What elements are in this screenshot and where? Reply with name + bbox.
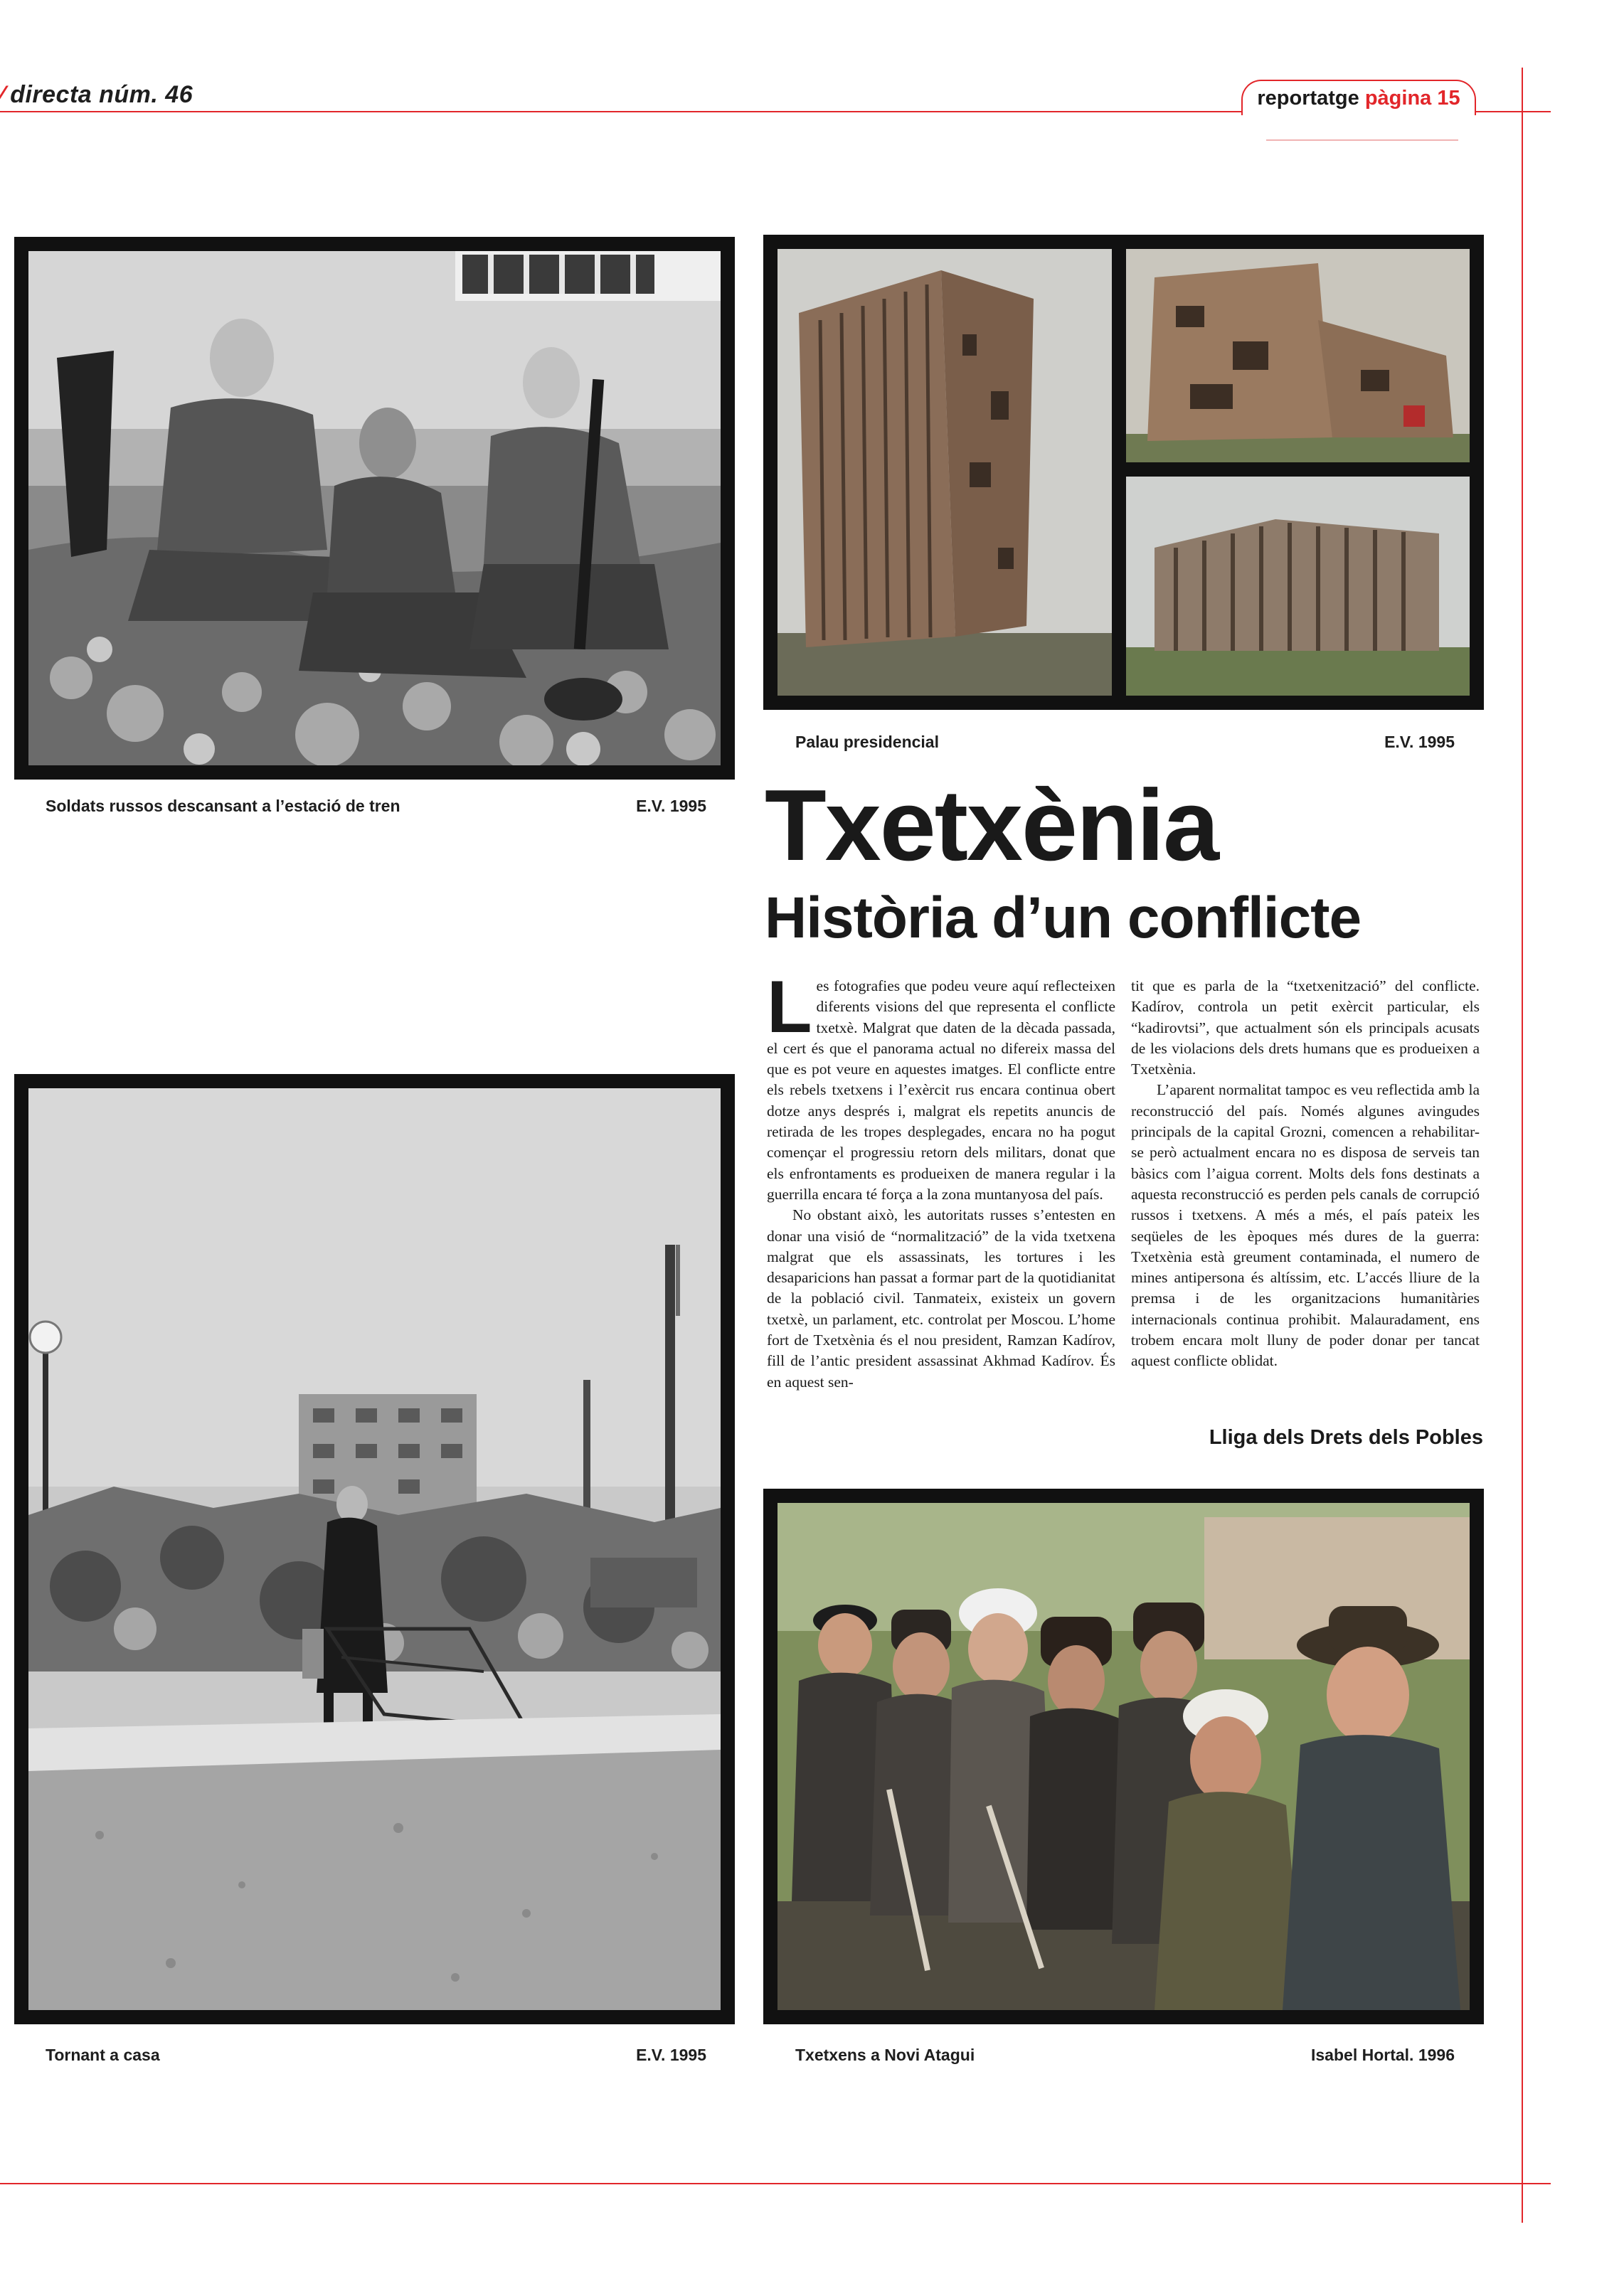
article-title: Txetxènia bbox=[765, 769, 1219, 882]
page-number: pàgina 15 bbox=[1364, 87, 1460, 110]
article-column-2 bbox=[1131, 976, 1480, 1372]
publication-issue bbox=[0, 81, 193, 109]
credit-soldiers: E.V. 1995 bbox=[636, 797, 706, 815]
caption-palace: Palau presidencial bbox=[795, 733, 939, 751]
paragraph-normalization: No obstant això, les autoritats russes s’entesten en donar una visió de “normalització” de la vida txetxena malgrat que els assassinats, les tortures i les desaparicions han passat a formar part de la quotidianitat de la població civil. Tanmateix, existeix un govern txetxè, un parlament, etc. controlat per Moscou. L’home fort de Txetxènia és el nou president, Ramzan Kadírov, fill de l’antic president assassinat Akhmad Kadírov. És en aquest sen- bbox=[767, 1206, 1115, 1391]
photo-palace bbox=[763, 235, 1484, 710]
article-column-1 bbox=[767, 966, 1115, 1393]
section-label: reportatge bbox=[1257, 87, 1359, 110]
photo-elders bbox=[763, 1489, 1484, 2024]
returning-image bbox=[28, 1088, 721, 2010]
publication-label: directa núm. 46 bbox=[10, 81, 193, 108]
paragraph-intro bbox=[767, 966, 1115, 1205]
caption-soldiers: Soldats russos descansant a l’estació de tren bbox=[46, 797, 400, 815]
article-author: Lliga dels Drets dels Pobles bbox=[1209, 1426, 1483, 1449]
slash-mark-icon: ⁄ bbox=[0, 81, 5, 108]
credit-returning: E.V. 1995 bbox=[636, 2046, 706, 2064]
palace-image bbox=[777, 249, 1470, 696]
margin-rule bbox=[1522, 68, 1523, 2223]
photo-soldiers bbox=[14, 237, 735, 780]
caption-returning: Tornant a casa bbox=[46, 2046, 160, 2064]
drop-cap: L bbox=[767, 966, 812, 1048]
credit-elders: Isabel Hortal. 1996 bbox=[1311, 2046, 1455, 2064]
paragraph-intro-text: es fotografies que podeu veure aquí reflecteixen diferents visions del que representa el conflicte txetxè. Malgrat que daten de la dècada passada, el cert és que el panorama actual no difereix massa del que es pot veure en aquestes imatges. El conflicte entre els rebels txetxens i l’exèrcit rus encara continua obert dotze anys després i, malgrat els repetits anuncis de retirada de les tropes desplegades, encara no ha pogut començar el progressiu retorn dels militars, donat que els enfrontaments es produeixen de manera regular i la guerrilla encara té força a la zona muntanyosa del país. bbox=[767, 977, 1115, 1203]
paragraph-kadirov: tit que es parla de la “txetxenització” del conflicte. Kadírov, controla un petit exèrcit particular, els “kadirovtsi”, que actualment són els principals acusats de les violacions dels drets humans que es produeixen a Txetxènia. bbox=[1131, 977, 1480, 1078]
photo-returning bbox=[14, 1074, 735, 2024]
header-underline bbox=[1266, 139, 1458, 141]
paragraph-reconstruction: L’aparent normalitat tampoc es veu reflectida amb la reconstrucció del país. Només algunes avingudes principals de la capital Grozni, comencen a rehabilitar-se però actualment encara no es disposa de serveis tan bàsics com l’aigua corrent. Molts dels fons destinats a aquesta reconstrucció es perden pels canals de corrupció russos i txetxens. A més a més, el país pateix les seqüeles de les èpoques més dures de la guerra: Txetxènia està greument contaminada, el numero de mines antipersona és altíssim, etc. L’accés lliure de la premsa i de les organitzacions humanitàries internacionals continua prohibit. Malauradament, ens trobem encara molt lluny de poder donar per tancat aquest conflicte oblidat. bbox=[1131, 1081, 1480, 1370]
soldiers-image bbox=[28, 251, 721, 765]
footer-rule bbox=[0, 2183, 1551, 2184]
section-tab bbox=[1241, 80, 1476, 115]
caption-elders: Txetxens a Novi Atagui bbox=[795, 2046, 975, 2064]
article-subtitle: Història d’un conflicte bbox=[765, 886, 1362, 950]
elders-image bbox=[777, 1503, 1470, 2010]
credit-palace: E.V. 1995 bbox=[1384, 733, 1455, 751]
